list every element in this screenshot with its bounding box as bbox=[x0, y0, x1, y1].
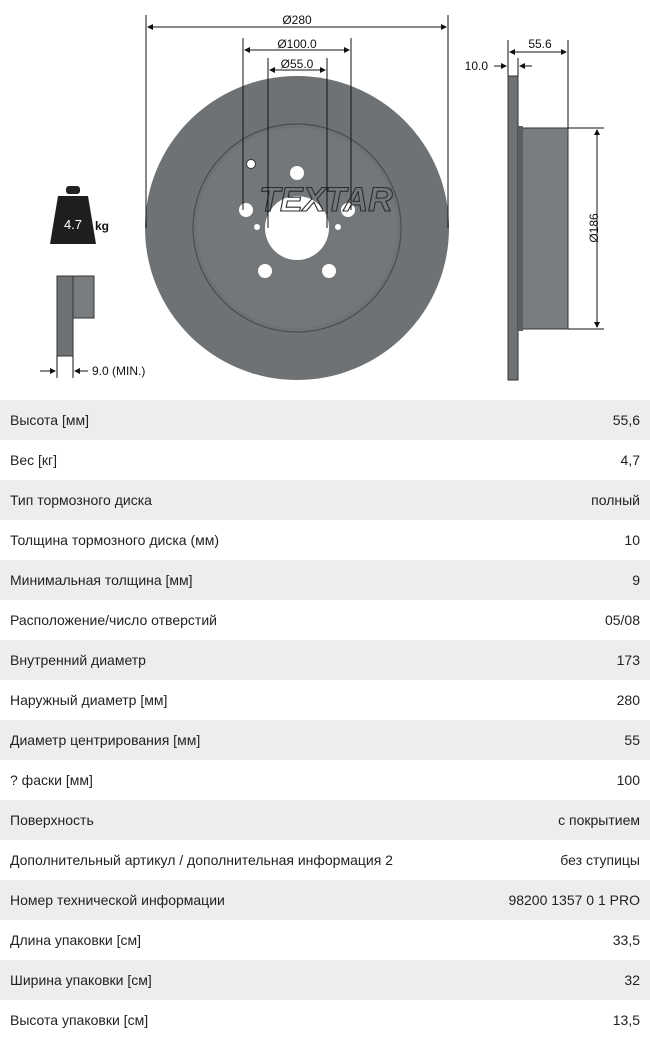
spec-value: 13,5 bbox=[612, 1012, 640, 1028]
bolt-hole bbox=[239, 203, 253, 217]
bolt-hole bbox=[258, 264, 272, 278]
small-hole bbox=[247, 160, 256, 169]
weight-unit: kg bbox=[95, 219, 110, 233]
spec-value: 55 bbox=[624, 732, 640, 748]
weight-icon bbox=[50, 186, 96, 244]
spec-label: Высота упаковки [см] bbox=[10, 1012, 149, 1028]
spec-label: Расположение/число отверстий bbox=[10, 612, 217, 628]
spec-value: полный bbox=[591, 492, 640, 508]
spec-row bbox=[0, 760, 650, 800]
spec-label: ? фаски [мм] bbox=[10, 772, 93, 788]
brand-watermark: TEXTAR bbox=[259, 181, 393, 219]
spec-value: 100 bbox=[616, 772, 640, 788]
spec-label: Ширина упаковки [см] bbox=[10, 972, 152, 988]
dim-height: 55.6 bbox=[528, 37, 552, 51]
spec-label: Диаметр центрирования [мм] bbox=[10, 732, 201, 748]
side-hat-flange bbox=[518, 126, 523, 331]
spec-value: 98200 1357 0 1 PRO bbox=[508, 892, 640, 908]
dim-hat-diameter: Ø186 bbox=[587, 213, 601, 243]
spec-label: Номер технической информации bbox=[10, 892, 225, 908]
spec-row bbox=[0, 1000, 650, 1040]
spec-value: 32 bbox=[624, 972, 640, 988]
disc-front-view bbox=[145, 76, 449, 380]
spec-row bbox=[0, 720, 650, 760]
min-dim-lines bbox=[40, 356, 88, 378]
spec-row bbox=[0, 680, 650, 720]
spec-value: 10 bbox=[624, 532, 640, 548]
weight-value: 4.7 bbox=[63, 217, 83, 232]
bolt-hole bbox=[290, 166, 304, 180]
spec-label: Вес [кг] bbox=[10, 452, 58, 468]
spec-value: 280 bbox=[616, 692, 640, 708]
spec-row bbox=[0, 440, 650, 480]
spec-label: Минимальная толщина [мм] bbox=[10, 572, 193, 588]
small-hole bbox=[335, 224, 341, 230]
min-thickness-icon bbox=[57, 276, 94, 356]
dim-outer-diameter: Ø280 bbox=[282, 13, 312, 27]
spec-value: 9 bbox=[632, 572, 640, 588]
spec-label: Наружный диаметр [мм] bbox=[10, 692, 168, 708]
spec-value: 4,7 bbox=[620, 452, 640, 468]
small-hole bbox=[254, 224, 260, 230]
disc-side-view bbox=[508, 76, 568, 380]
spec-row bbox=[0, 800, 650, 840]
spec-row bbox=[0, 840, 650, 880]
spec-label: Внутренний диаметр bbox=[10, 652, 146, 668]
spec-value: 05/08 bbox=[604, 612, 640, 628]
spec-row bbox=[0, 560, 650, 600]
spec-label: Толщина тормозного диска (мм) bbox=[10, 532, 220, 548]
dim-min-thickness: 9.0 (MIN.) bbox=[92, 364, 146, 378]
spec-table bbox=[0, 400, 650, 1040]
dim-thickness: 10.0 bbox=[464, 59, 488, 73]
spec-value: с покрытием bbox=[558, 812, 640, 828]
spec-row bbox=[0, 520, 650, 560]
technical-drawing bbox=[0, 0, 650, 400]
spec-row bbox=[0, 880, 650, 920]
disc-drawing-svg bbox=[0, 0, 650, 400]
spec-value: 173 bbox=[616, 652, 640, 668]
dim-center-bore: Ø55.0 bbox=[280, 57, 314, 71]
spec-value: 55,6 bbox=[612, 412, 640, 428]
spec-label: Высота [мм] bbox=[10, 412, 89, 428]
spec-label: Длина упаковки [см] bbox=[10, 932, 141, 948]
spec-value: без ступицы bbox=[560, 852, 640, 868]
spec-row bbox=[0, 480, 650, 520]
spec-row bbox=[0, 920, 650, 960]
side-friction-ring bbox=[508, 76, 518, 380]
spec-row bbox=[0, 640, 650, 680]
spec-label: Дополнительный артикул / дополнительная информация 2 bbox=[10, 852, 393, 868]
spec-row bbox=[0, 600, 650, 640]
bolt-hole bbox=[322, 264, 336, 278]
spec-row bbox=[0, 400, 650, 440]
spec-label: Тип тормозного диска bbox=[10, 492, 152, 508]
spec-row bbox=[0, 960, 650, 1000]
spec-label: Поверхность bbox=[10, 812, 94, 828]
dim-pcd: Ø100.0 bbox=[277, 37, 317, 51]
side-hat bbox=[518, 128, 568, 329]
spec-value: 33,5 bbox=[612, 932, 640, 948]
